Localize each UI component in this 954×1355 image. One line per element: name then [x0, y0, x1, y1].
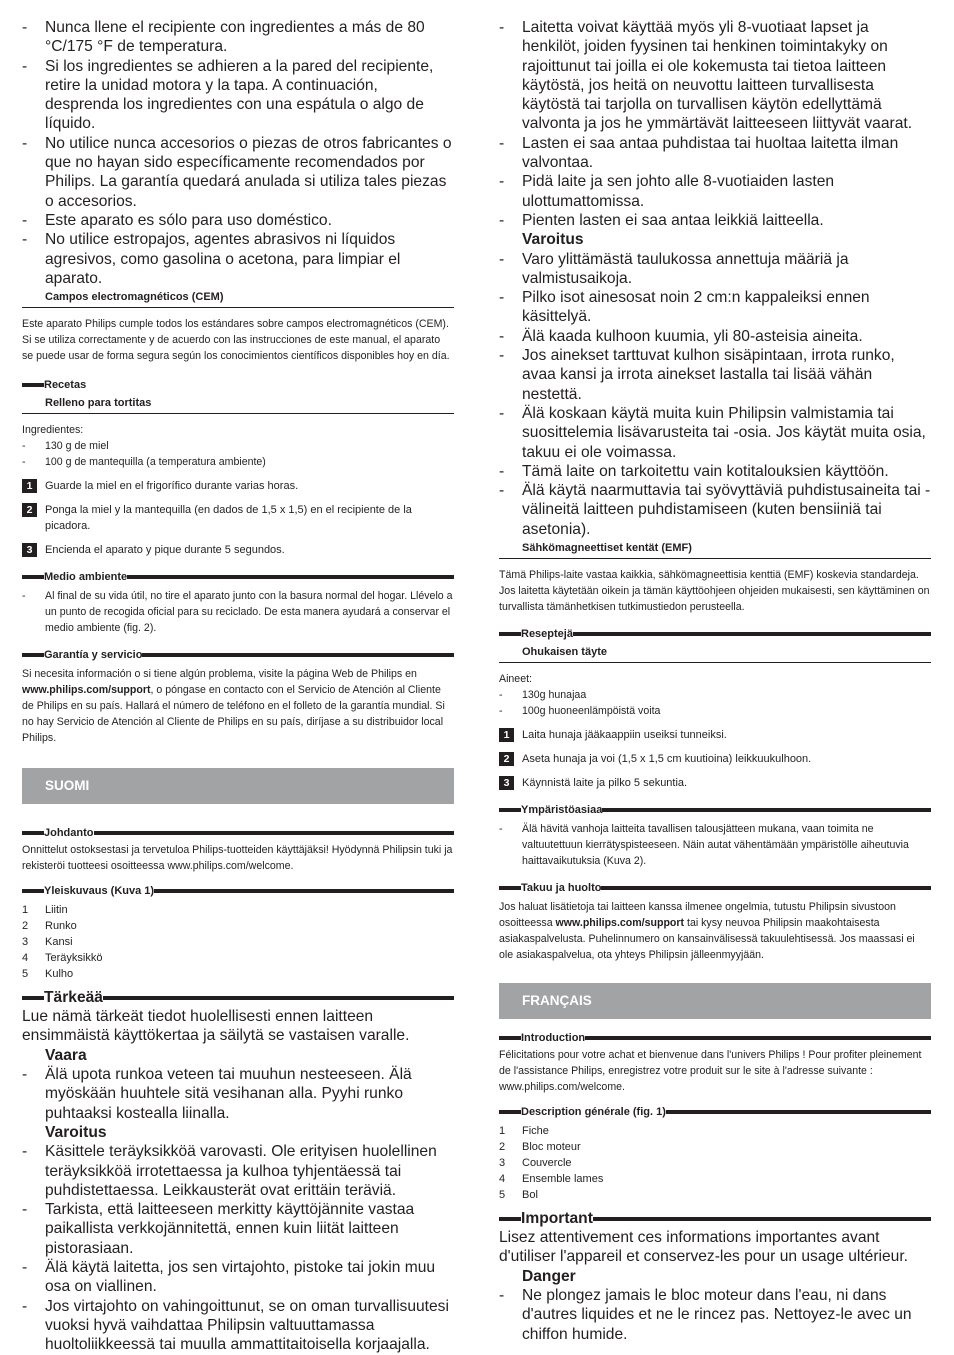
es-guarantee-heading — [22, 648, 454, 662]
step-number: 1 — [22, 479, 37, 493]
step-text: Käynnistä laite ja pilko 5 sekuntia. — [522, 777, 688, 790]
heading-bar — [499, 632, 521, 636]
heading-rule — [154, 889, 454, 893]
fr-danger-title: Danger — [522, 1267, 576, 1285]
list-item: 5 Bol — [499, 1189, 538, 1202]
es-step-1 — [22, 478, 454, 494]
heading-bar — [22, 575, 44, 579]
fi-important-text: Lue nämä tärkeät tiedot huolellisesti ennen laitteen ensimmäistä käyttökertaa ja säilytä se vastaisen varalle. — [22, 1008, 410, 1045]
heading-bar — [499, 1036, 521, 1040]
heading-label: Garantía y servicio — [44, 649, 143, 662]
heading-rule — [127, 575, 454, 579]
list-item: - Varo ylittämästä taulukossa annettuja määriä ja valmistusaikoja. — [499, 250, 931, 289]
list-item: - Tarkista, että laitteeseen merkitty käyttöjännite vastaa paikallista verkkojännitettä, ennen kuin liität laitteen pistorasiaan. — [22, 1200, 454, 1258]
es-step-2 — [22, 502, 454, 534]
list-item: - Lasten ei saa antaa puhdistaa tai huoltaa laitetta ilman valvontaa. — [499, 134, 931, 173]
heading-label: Yleiskuvaus (Kuva 1) — [44, 885, 155, 898]
fi-step-2 — [499, 751, 931, 767]
fi-step-1 — [499, 727, 931, 743]
support-link[interactable]: www.philips.com/support — [22, 684, 151, 697]
fi-step-3 — [499, 775, 931, 791]
heading-rule — [585, 1036, 931, 1040]
fi-caution-title: Varoitus — [522, 231, 584, 249]
fi-danger-title: Vaara — [45, 1046, 87, 1064]
list-item: 3 Kansi — [22, 936, 73, 949]
heading-bar — [499, 1217, 521, 1221]
step-text: Laita hunaja jääkaappiin useiksi tunneiksi. — [522, 729, 727, 742]
es-recipes-heading — [22, 378, 454, 392]
fi-emf-text: Tämä Philips-laite vastaa kaikkia, sähkömagneettisia kenttiä (EMF) koskevia standardeja. Jos laitetta käytetään oikein ja tämän käyttöohjeen ohjeiden mukaisesti, sen käyttäminen on turvallista tämänhetkisen tutkimustiedon perusteella. — [499, 569, 930, 614]
fi-recipe-name: Ohukaisen täyte — [499, 645, 931, 663]
heading-bar — [499, 886, 521, 890]
heading-bar — [22, 383, 44, 387]
step-text: Ponga la miel y la mantequilla (en dados de 1,5 x 1,5) en el recipiente de la picadora. — [45, 504, 412, 533]
heading-rule — [103, 996, 454, 1000]
heading-bar — [22, 831, 44, 835]
list-item: 3 Couvercle — [499, 1157, 572, 1170]
list-item: 1 Liitin — [22, 904, 68, 917]
fi-env-text: - Älä hävitä vanhoja laitteita tavallisen talousjätteen mukana, vaan toimita ne valtuutettuun kierrätyspisteeseen. Näin autat vähentämään ympäristölle aiheutuvia haittavaikutuksia (Kuva 2). — [499, 821, 931, 869]
list-item: 2 Bloc moteur — [499, 1141, 581, 1154]
heading-label: Medio ambiente — [44, 571, 128, 584]
heading-rule — [601, 886, 931, 890]
list-item: - 100g huoneenlämpöistä voita — [499, 703, 931, 719]
fi-guarantee-text: Jos haluat lisätietoja tai laitteen kanssa ilmenee ongelmia, tutustu Philipsin sivustoon osoitteessa www.philips.com/support tai kysy neuvoa Philipsin maakohtaisesta asiakaspalvelusta. Puhelinnumero on kansainvälisessä takuulehtisessä. Jos maassasi ei ole asiakaspalvelua, ota yhteys Philipsin jälleenmyyjään. — [499, 901, 915, 962]
list-item: - Laitetta voivat käyttää myös yli 8-vuotiaat lapset ja henkilöt, joiden fyysinen tai henkinen toimintakyky on rajoittunut tai joilla ei ole kokemusta tai tietoa laitteen käytöstä, jos heitä on neuvottu laitteen turvallisesta käytöstä tai tarjolla on turvallisen käytön edellyttämä valvonta ja jos he ymmärtävät laitteeseen liittyvät vaarat. — [499, 18, 931, 134]
fi-intro-text: Onnittelut ostoksestasi ja tervetuloa Philips-tuotteiden käyttäjäksi! Hyödynnä Philipsin tuki ja rekisteröi tuotteesi osoitteessa www.philips.com/welcome. — [22, 844, 453, 873]
list-item: - Tämä laite on tarkoitettu vain kotitalouksien käyttöön. — [499, 462, 931, 481]
heading-rule — [602, 808, 931, 812]
list-item: - Jos ainekset tarttuvat kulhon sisäpintaan, irrota runko, avaa kansi ja irrota ainekset lastalla tai lisää vähän nestettä. — [499, 346, 931, 404]
fi-env-heading — [499, 803, 931, 817]
list-item: - 100 g de mantequilla (a temperatura ambiente) — [22, 454, 454, 470]
heading-label: Introduction — [521, 1032, 586, 1045]
left-column — [22, 18, 454, 1355]
list-item: - No utilice estropajos, agentes abrasivos ni líquidos agresivos, como gasolina o acetona, para limpiar el aparato. — [22, 230, 454, 288]
heading-label: Description générale (fig. 1) — [521, 1106, 666, 1119]
fr-intro-heading — [499, 1031, 931, 1045]
heading-rule — [94, 831, 455, 835]
fr-important-heading — [499, 1209, 931, 1228]
es-ingredients-label: Ingredientes: — [22, 424, 84, 437]
fi-emf-heading: Sähkömagneettiset kentät (EMF) — [499, 541, 931, 559]
fi-ingredients-label: Aineet: — [499, 673, 532, 686]
list-item: - Käsittele teräyksikköä varovasti. Ole erityisen huolellinen teräyksikköä irrotettaessa ja kulhoa tyhjentäessä tai puhdistettaessa. Leikkausterät ovat erittäin teräviä. — [22, 1142, 454, 1200]
es-env-text: - Al final de su vida útil, no tire el aparato junto con la basura normal del hogar. Llévelo a un punto de recogida oficial para su reciclado. De esta manera ayudará a conservar el medio ambiente (fig. 2). — [22, 588, 454, 636]
fi-recipes-heading — [499, 627, 931, 641]
list-item: 1 Fiche — [499, 1125, 549, 1138]
list-item: 4 Teräyksikkö — [22, 952, 103, 965]
heading-label: Tärkeää — [44, 989, 103, 1007]
heading-bar — [22, 889, 44, 893]
right-column — [499, 18, 931, 1344]
heading-label: Ympäristöasiaa — [521, 804, 603, 817]
list-item: - Este aparato es sólo para uso doméstico. — [22, 211, 454, 230]
fi-guarantee-heading — [499, 881, 931, 895]
heading-rule — [142, 653, 454, 657]
list-item: 2 Runko — [22, 920, 77, 933]
step-number: 3 — [499, 776, 514, 790]
fr-parts-list — [499, 1123, 931, 1203]
step-text: Guarde la miel en el frigorífico durante varias horas. — [45, 480, 299, 493]
step-text: Encienda el aparato y pique durante 5 segundos. — [45, 544, 285, 557]
section-band-francais: FRANÇAIS — [499, 983, 931, 1019]
heading-rule — [593, 1217, 931, 1221]
support-link[interactable]: www.philips.com/support — [555, 917, 685, 930]
list-item: - Si los ingredientes se adhieren a la pared del recipiente, retire la unidad motora y la tapa. A continuación, desprenda los ingredientes con una espátula o algo de líquido. — [22, 57, 454, 134]
fi-intro-heading — [22, 826, 454, 840]
step-number: 2 — [22, 503, 37, 517]
list-item: - Älä käytä naarmuttavia tai syövyttäviä puhdistusaineita tai -välineitä laitteen puhdistamiseen (kuten bensiiniä tai asetonia). — [499, 481, 931, 539]
list-item: 4 Ensemble lames — [499, 1173, 604, 1186]
step-number: 3 — [22, 543, 37, 557]
step-text: Aseta hunaja ja voi (1,5 x 1,5 cm kuutioina) leikkuukulhoon. — [522, 753, 812, 766]
section-band-suomi: SUOMI — [22, 768, 454, 804]
fi-important-heading — [22, 988, 454, 1007]
list-item: - No utilice nunca accesorios o piezas de otros fabricantes o que no hayan sido específicamente recomendados por Philips. La garantía quedará anulada si utiliza tales piezas o accesorios. — [22, 134, 454, 211]
list-item: - Nunca llene el recipiente con ingredientes a más de 80 °C/175 °F de temperatura. — [22, 18, 454, 57]
list-item: 5 Kulho — [22, 968, 74, 981]
list-item: - Älä koskaan käytä muita kuin Philipsin valmistamia tai suosittelemia lisävarusteita tai -osia. Jos käytät muita osia, takuu ei ole voimassa. — [499, 404, 931, 462]
list-item: - Pilko isot ainesosat noin 2 cm:n kappaleiksi ennen käsittelyä. — [499, 288, 931, 327]
es-recipe-name: Relleno para tortitas — [22, 396, 454, 414]
heading-label: Reseptejä — [521, 628, 573, 641]
fi-warning-title: Varoitus — [45, 1123, 107, 1141]
list-item: - Älä kaada kulhoon kuumia, yli 80-asteisia aineita. — [499, 327, 931, 346]
es-emf-text: Este aparato Philips cumple todos los estándares sobre campos electromagnéticos (CEM). Si se utiliza correctamente y de acuerdo con las instrucciones de este manual, el aparato se puede usar de forma segura según los conocimientos científicos disponibles hoy en día. — [22, 318, 450, 363]
fi-overview-heading — [22, 884, 454, 898]
list-item: - 130 g de miel — [22, 438, 454, 454]
heading-bar — [22, 996, 44, 1000]
step-number: 2 — [499, 752, 514, 766]
fr-intro-text: Félicitations pour votre achat et bienvenue dans l'univers Philips ! Pour profiter pleinement de l'assistance Philips, enregistrez votre produit sur le site à l'adresse suivante : www.philips.com/welcome. — [499, 1049, 922, 1094]
step-number: 1 — [499, 728, 514, 742]
es-guarantee-text: Si necesita información o si tiene algún problema, visite la página Web de Philips en www.philips.com/support, o póngase en contacto con el Servicio de Atención al Cliente de Philips en su país. Hallará el número de teléfono en el folleto de la garantía mundial. Si no hay Servicio de Atención al Cliente de Philips en su país, diríjase a su distribuidor local Philips. — [22, 668, 445, 745]
heading-rule — [666, 1110, 931, 1114]
heading-label: Johdanto — [44, 827, 94, 840]
es-env-heading — [22, 570, 454, 584]
list-item: - Pidä laite ja sen johto alle 8-vuotiaiden lasten ulottumattomissa. — [499, 172, 931, 211]
heading-label: Takuu ja huolto — [521, 882, 602, 895]
list-item: - Älä upota runkoa veteen tai muuhun nesteeseen. Älä myöskään huuhtele sitä vesihanan alla. Pyyhi runko puhtaaksi kostealla liinalla. — [22, 1065, 454, 1123]
fr-overview-heading — [499, 1105, 931, 1119]
heading-bar — [499, 1110, 521, 1114]
fi-parts-list — [22, 902, 454, 982]
list-item: - Ne plongez jamais le bloc moteur dans l'eau, ni dans d'autres liquides et ne le rincez pas. Nettoyez-le avec un chiffon humide. — [499, 1286, 931, 1344]
es-emf-heading: Campos electromagnéticos (CEM) — [22, 290, 454, 308]
es-step-3 — [22, 542, 454, 558]
heading-rule — [573, 632, 931, 636]
list-item: - Jos virtajohto on vahingoittunut, se on oman turvallisuutesi vuoksi hyvä vaihdattaa Philipsin valtuuttamassa huoltoliikkeessä tai muulla ammattitaitoisella korjaajalla. — [22, 1297, 454, 1355]
es-warning-list — [22, 18, 454, 288]
heading-label: Recetas — [44, 379, 87, 392]
list-item: - Älä käytä laitetta, jos sen virtajohto, pistoke tai jokin muu osa on viallinen. — [22, 1258, 454, 1297]
list-item: - 130g hunajaa — [499, 687, 931, 703]
list-item: - Pienten lasten ei saa antaa leikkiä laitteella. — [499, 211, 931, 230]
fr-important-text: Lisez attentivement ces informations importantes avant d'utiliser l'appareil et conservez-les pour un usage ultérieur. — [499, 1229, 909, 1266]
heading-bar — [499, 808, 521, 812]
heading-bar — [22, 653, 44, 657]
heading-label: Important — [521, 1210, 593, 1228]
